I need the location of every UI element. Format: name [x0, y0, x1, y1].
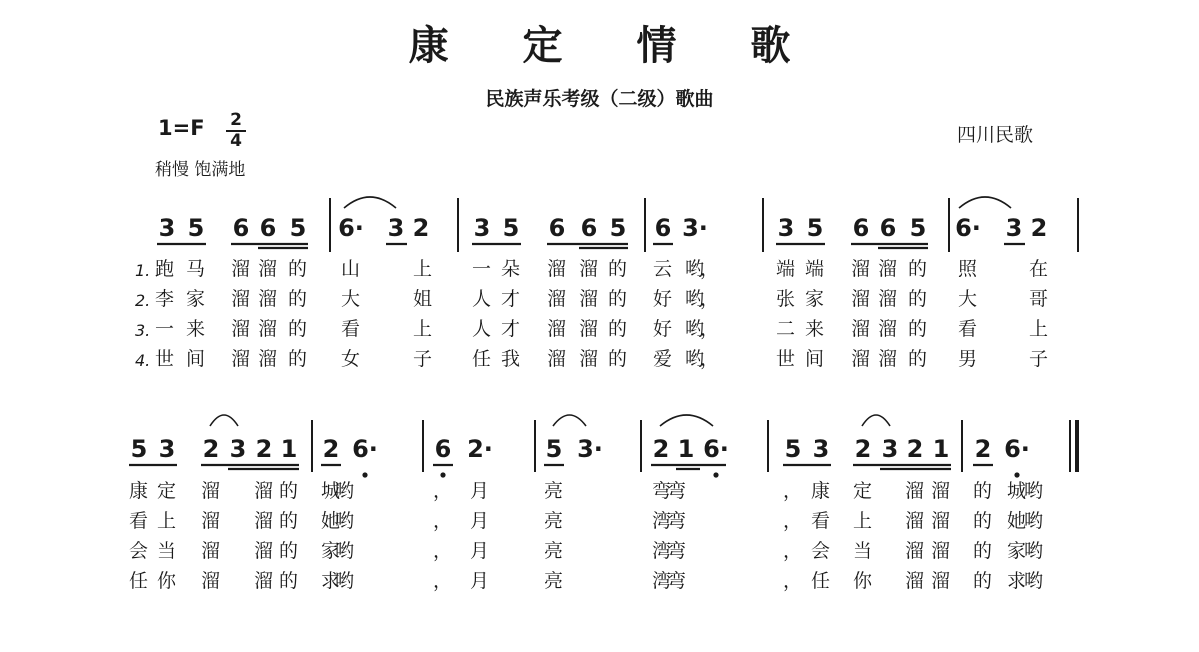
octave-dot — [1014, 472, 1019, 477]
lyric-char: 的 — [908, 288, 928, 310]
lyric-char: 世 — [776, 348, 796, 370]
lyric-char: 溜 — [258, 258, 278, 280]
lyric-char: ， — [700, 318, 720, 340]
lyric-char: 溜 — [258, 288, 278, 310]
lyric-char: 任 — [129, 570, 149, 592]
lyric-char: 溜 — [254, 510, 274, 532]
lyric-char: 二 — [776, 318, 796, 340]
lyric-char: ， — [700, 288, 720, 310]
lyric-char: 定 — [157, 480, 177, 502]
lyric-char: 溜 — [878, 348, 898, 370]
lyric-char: 好 — [653, 288, 673, 310]
octave-dot — [440, 472, 445, 477]
lyric-char: 溜 — [579, 348, 599, 370]
note: 6 — [852, 214, 870, 242]
note: 6· — [955, 214, 981, 242]
lyric-char: 溜 — [851, 348, 871, 370]
lyric-char: 的 — [279, 480, 299, 502]
lyric-char: 女 — [341, 348, 361, 370]
lyric-char: 上 — [413, 258, 433, 280]
lyric-char: 溜 — [905, 540, 925, 562]
note: 2 — [854, 435, 872, 463]
lyric-char: 溜 — [547, 258, 567, 280]
lyric-char: 溜 — [851, 288, 871, 310]
lyric-char: 当 — [157, 540, 177, 562]
lyric-char: 溜 — [201, 510, 221, 532]
lyric-char: 人 — [472, 288, 492, 310]
note: 2 — [974, 435, 992, 463]
note: 2· — [467, 435, 493, 463]
lyric-char: 上 — [853, 510, 873, 532]
note: 3 — [158, 435, 176, 463]
note: 3 — [777, 214, 795, 242]
note: 3 — [812, 435, 830, 463]
lyric-char: ， — [783, 570, 803, 592]
lyric-char: 溜 — [201, 540, 221, 562]
note: 3 — [881, 435, 899, 463]
slur — [862, 415, 890, 426]
slur — [959, 197, 1011, 208]
lyric-char: 会 — [811, 540, 831, 562]
lyric-char: 湾 — [652, 540, 672, 562]
lyric-char: 的 — [288, 258, 308, 280]
lyric-char: 的 — [288, 288, 308, 310]
verse-number: 4. — [135, 351, 151, 370]
lyric-char: 好 — [653, 318, 673, 340]
tempo-marking: 稍慢 饱满地 — [155, 160, 246, 180]
lyric-char: 张 — [776, 288, 796, 310]
lyric-char: 看 — [341, 318, 361, 340]
lyric-char: 亮 — [544, 570, 564, 592]
note: 2 — [906, 435, 924, 463]
lyric-char: 你 — [853, 570, 873, 592]
lyric-char: 溜 — [931, 570, 951, 592]
lyric-char: 哟 — [335, 570, 355, 592]
lyric-char: 大 — [958, 288, 978, 310]
song-title: 康 定 情 歌 — [408, 22, 821, 69]
lyric-char: 朵 — [501, 258, 521, 280]
note: 6· — [352, 435, 378, 463]
lyric-char: 的 — [608, 288, 628, 310]
note: 2 — [412, 214, 430, 242]
song-origin: 四川民歌 — [957, 124, 1034, 146]
lyric-char: ， — [433, 480, 453, 502]
note: 3 — [158, 214, 176, 242]
lyric-char: 的 — [608, 348, 628, 370]
lyric-char: 的 — [288, 318, 308, 340]
note: 6 — [259, 214, 277, 242]
note: 6 — [580, 214, 598, 242]
note: 1 — [280, 435, 298, 463]
lyric-char: 月 — [470, 480, 490, 502]
lyric-char: 溜 — [254, 540, 274, 562]
lyric-char: 照 — [958, 258, 978, 280]
lyric-char: 任 — [472, 348, 492, 370]
lyric-char: 的 — [973, 570, 993, 592]
lyric-char: 康 — [129, 480, 149, 502]
lyric-char: 求 — [1007, 570, 1027, 592]
lyric-char: 看 — [958, 318, 978, 340]
note: 5 — [909, 214, 927, 242]
lyric-char: 弯 — [667, 510, 687, 532]
note: 6· — [703, 435, 729, 463]
lyric-char: 溜 — [547, 348, 567, 370]
lyric-char: 溜 — [579, 258, 599, 280]
note: 2 — [322, 435, 340, 463]
lyric-char: 城 — [1007, 480, 1027, 502]
lyric-char: 哟 — [335, 480, 355, 502]
lyric-char: 间 — [186, 348, 206, 370]
lyric-char: 溜 — [905, 510, 925, 532]
lyric-char: 康 — [811, 480, 831, 502]
lyric-char: 弯 — [667, 570, 687, 592]
lyric-char: 溜 — [258, 348, 278, 370]
lyric-char: ， — [433, 570, 453, 592]
note: 2 — [1030, 214, 1048, 242]
note: 6· — [1004, 435, 1030, 463]
lyric-char: 溜 — [851, 258, 871, 280]
lyric-char: 溜 — [905, 480, 925, 502]
note: 5 — [545, 435, 563, 463]
lyric-char: 溜 — [931, 540, 951, 562]
note: 5 — [609, 214, 627, 242]
octave-dot — [362, 472, 367, 477]
lyric-char: 溜 — [254, 570, 274, 592]
note: 2 — [255, 435, 273, 463]
lyric-char: 的 — [279, 510, 299, 532]
lyric-char: 子 — [1029, 348, 1049, 370]
lyric-char: 我 — [501, 348, 521, 370]
note: 5 — [187, 214, 205, 242]
lyric-char: 亮 — [544, 480, 564, 502]
lyric-char: ， — [783, 540, 803, 562]
lyric-char: 一 — [155, 318, 175, 340]
lyric-char: 的 — [908, 258, 928, 280]
lyric-char: 的 — [908, 318, 928, 340]
lyric-char: 她 — [1007, 510, 1027, 532]
lyric-char: 在 — [1029, 258, 1049, 280]
octave-dot — [713, 472, 718, 477]
lyric-char: 会 — [129, 540, 149, 562]
lyric-char: 月 — [470, 540, 490, 562]
lyric-char: 溜 — [547, 288, 567, 310]
lyric-char: 才 — [501, 318, 521, 340]
lyric-char: 哟 — [1024, 510, 1044, 532]
note: 5 — [502, 214, 520, 242]
lyric-char: ， — [700, 258, 720, 280]
lyric-char: 看 — [129, 510, 149, 532]
lyric-char: 大 — [341, 288, 361, 310]
lyric-char: 溜 — [878, 318, 898, 340]
note: 3 — [473, 214, 491, 242]
note: 6 — [232, 214, 250, 242]
time-signature-top: 2 — [230, 110, 242, 130]
lyric-char: 的 — [973, 510, 993, 532]
lyric-char: 家 — [805, 288, 825, 310]
lyric-char: 李 — [155, 288, 175, 310]
lyric-char: 哟 — [335, 510, 355, 532]
lyric-char: 的 — [279, 540, 299, 562]
lyric-char: 的 — [973, 480, 993, 502]
lyric-char: 的 — [279, 570, 299, 592]
lyric-char: 任 — [811, 570, 831, 592]
lyric-char: 男 — [958, 348, 978, 370]
lyric-char: 溜 — [231, 318, 251, 340]
slur — [660, 415, 713, 426]
lyric-char: 溜 — [231, 348, 251, 370]
lyric-char: 溜 — [201, 480, 221, 502]
lyric-char: 的 — [973, 540, 993, 562]
note: 1 — [677, 435, 695, 463]
lyric-char: 哥 — [1029, 288, 1049, 310]
lyric-char: 溜 — [579, 318, 599, 340]
lyric-char: 来 — [805, 318, 825, 340]
lyric-char: 溜 — [905, 570, 925, 592]
lyric-char: 马 — [186, 258, 206, 280]
lyric-char: 月 — [470, 570, 490, 592]
lyric-char: 溜 — [878, 258, 898, 280]
lyric-char: 溜 — [254, 480, 274, 502]
lyric-char: 跑 — [155, 258, 175, 280]
lyric-char: 溜 — [258, 318, 278, 340]
note: 6 — [548, 214, 566, 242]
lyric-char: 溜 — [851, 318, 871, 340]
lyric-char: 家 — [1007, 540, 1027, 562]
lyric-char: 溜 — [201, 570, 221, 592]
note: 1 — [932, 435, 950, 463]
lyric-char: 上 — [157, 510, 177, 532]
lyric-char: 子 — [413, 348, 433, 370]
lyric-char: 湾 — [652, 510, 672, 532]
lyric-char: 哟 — [685, 288, 705, 310]
note: 3· — [577, 435, 603, 463]
lyric-char: 的 — [608, 318, 628, 340]
lyric-char: 一 — [472, 258, 492, 280]
lyric-char: 爱 — [653, 348, 673, 370]
lyric-char: 溜 — [931, 480, 951, 502]
note: 3 — [229, 435, 247, 463]
note: 2 — [652, 435, 670, 463]
lyric-char: 家 — [321, 540, 341, 562]
lyric-char: 城 — [321, 480, 341, 502]
lyric-char: 弯 — [667, 480, 687, 502]
lyric-char: 溜 — [231, 258, 251, 280]
lyric-char: ， — [783, 480, 803, 502]
lyric-char: 云 — [653, 258, 673, 280]
note: 6 — [434, 435, 452, 463]
lyric-char: 亮 — [544, 510, 564, 532]
lyric-char: 求 — [321, 570, 341, 592]
verse-number: 1. — [135, 261, 151, 280]
lyric-char: 来 — [186, 318, 206, 340]
slur — [210, 415, 238, 426]
note: 5 — [130, 435, 148, 463]
lyric-char: 弯 — [667, 540, 687, 562]
note: 3· — [682, 214, 708, 242]
lyric-char: 山 — [341, 258, 361, 280]
lyric-char: 当 — [853, 540, 873, 562]
lyric-char: 亮 — [544, 540, 564, 562]
lyric-char: 哟 — [1024, 570, 1044, 592]
note: 6· — [338, 214, 364, 242]
note: 5 — [806, 214, 824, 242]
lyric-char: 世 — [155, 348, 175, 370]
key-signature: 1=F — [158, 116, 205, 140]
slur — [553, 415, 586, 426]
lyric-char: ， — [433, 540, 453, 562]
note: 3 — [1005, 214, 1023, 242]
lyric-char: ， — [783, 510, 803, 532]
lyric-char: 的 — [288, 348, 308, 370]
lyric-char: 溜 — [579, 288, 599, 310]
lyric-char: 溜 — [931, 510, 951, 532]
lyric-char: 哟 — [1024, 480, 1044, 502]
lyric-char: 定 — [853, 480, 873, 502]
note: 6 — [879, 214, 897, 242]
song-subtitle: 民族声乐考级（二级）歌曲 — [485, 88, 714, 110]
lyric-char: 间 — [805, 348, 825, 370]
lyric-char: 上 — [413, 318, 433, 340]
note: 2 — [202, 435, 220, 463]
lyric-char: 溜 — [547, 318, 567, 340]
lyric-char: 姐 — [413, 288, 433, 310]
note: 3 — [387, 214, 405, 242]
verse-number: 3. — [135, 321, 151, 340]
note: 6 — [654, 214, 672, 242]
lyric-char: 月 — [470, 510, 490, 532]
lyric-char: 端 — [776, 258, 796, 280]
lyric-char: 溜 — [231, 288, 251, 310]
slur — [344, 197, 396, 208]
lyric-char: 哟 — [1024, 540, 1044, 562]
lyric-char: 溜 — [878, 288, 898, 310]
lyric-char: 哟 — [685, 348, 705, 370]
lyric-char: 人 — [472, 318, 492, 340]
time-signature-bottom: 4 — [230, 131, 242, 151]
lyric-char: 端 — [805, 258, 825, 280]
lyric-char: 哟 — [685, 318, 705, 340]
verse-number: 2. — [135, 291, 151, 310]
lyric-char: 的 — [908, 348, 928, 370]
lyric-char: 家 — [186, 288, 206, 310]
lyric-char: ， — [433, 510, 453, 532]
lyric-char: 看 — [811, 510, 831, 532]
lyric-char: 上 — [1029, 318, 1049, 340]
lyric-char: 弯 — [652, 480, 672, 502]
lyric-char: 的 — [608, 258, 628, 280]
lyric-char: 哟 — [685, 258, 705, 280]
lyric-char: 你 — [157, 570, 177, 592]
lyric-char: ， — [700, 348, 720, 370]
note: 5 — [289, 214, 307, 242]
lyric-char: 才 — [501, 288, 521, 310]
lyric-char: 哟 — [335, 540, 355, 562]
lyric-char: 湾 — [652, 570, 672, 592]
note: 5 — [784, 435, 802, 463]
lyric-char: 她 — [321, 510, 341, 532]
